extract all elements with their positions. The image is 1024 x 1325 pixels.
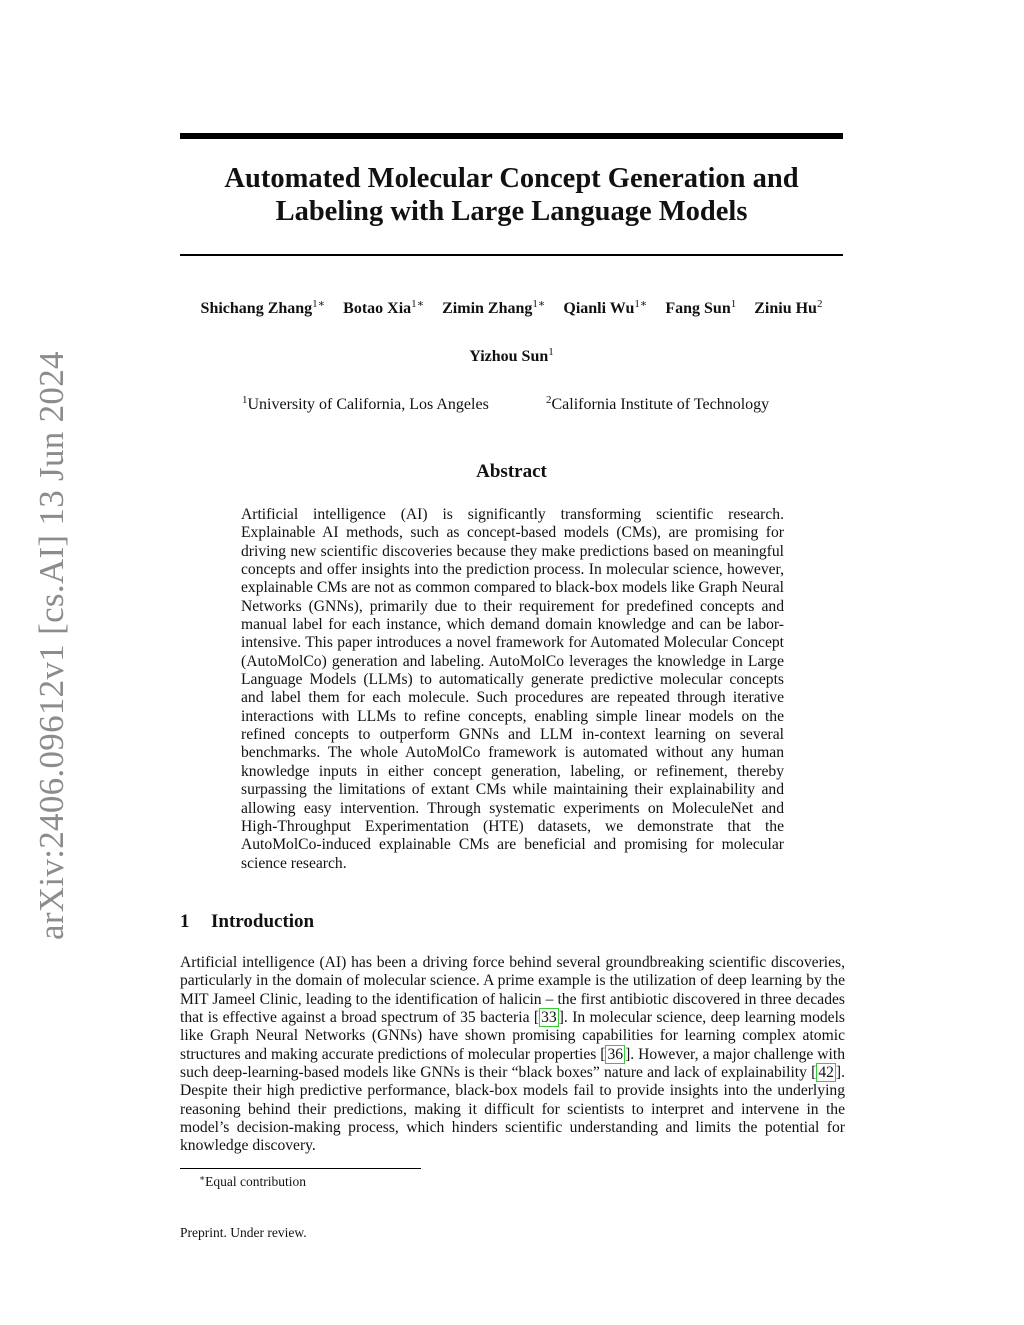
intro-text: ]. In molecular science, deep learning models like Graph Neural Networks (GNNs) have shown promising capabilities for learning complex atomic structures and making accurate predictions of molecular properties [ bbox=[180, 1009, 846, 1063]
affiliation-mark: 2 bbox=[546, 394, 552, 406]
author-affiliation-mark: 2 bbox=[816, 298, 823, 310]
intro-text: Artificial intelligence (AI) has been a driving force behind several groundbreaking scientific discoveries, particularly in the domain of molecular science. A prime example is the utilization of deep learning by the MIT Jameel Clinic, leading to the identification of halicin – the first antibiotic discovered in three decades that is effective against a broad spectrum of 35 bacteria [ bbox=[180, 954, 845, 1027]
title-rule-top bbox=[180, 133, 843, 139]
affiliation-caltech bbox=[546, 394, 769, 416]
author-list bbox=[180, 298, 843, 320]
section-number: 1 bbox=[180, 911, 190, 932]
section-heading-introduction bbox=[180, 910, 314, 934]
arxiv-side-stamp: arXiv:2406.09612v1 [cs.AI] 13 Jun 2024 bbox=[32, 351, 71, 940]
affiliation-name: California Institute of Technology bbox=[551, 396, 770, 413]
abstract-text: Artificial intelligence (AI) is significantly transforming scientific research. Explainable AI methods, such as concept-based models (CMs), are promising for driving new scientific discoveries because they make predictions based on meaningful concepts and offer insights into the prediction process. In molecular science, however, explainable CMs are not as common compared to black-box models like Graph Neural Networks (GNNs), primarily due to their requirement for predefined concepts and manual label for each instance, which demand domain knowledge and can be labor-intensive. This paper introduces a novel framework for Automated Molecular Concept (AutoMolCo) generation and labeling. AutoMolCo leverages the knowledge in Large Language Models (LLMs) to automatically generate predictive molecular concepts and label them for each molecule. Such procedures are repeated through iterative interactions with LLMs to refine concepts, enabling simple linear models on the refined concepts to outperform GNNs and LLM in-context learning on several benchmarks. The whole AutoMolCo framework is automated without any human knowledge inputs in either concept generation, labeling, or refinement, thereby surpassing the limitations of extant CMs while maintaining their explainability and allowing easy intervention. Through systematic experiments on MoleculeNet and High-Throughput Experimentation (HTE) datasets, we demonstrate that the AutoMolCo-induced explainable CMs are beneficial and promising for molecular science research. bbox=[241, 506, 784, 872]
title-line-1: Automated Molecular Concept Generation and bbox=[224, 163, 799, 194]
affiliation-mark: 1 bbox=[242, 394, 248, 406]
preprint-note: Preprint. Under review. bbox=[180, 1225, 307, 1240]
author-affiliation-mark: 1 bbox=[548, 346, 554, 358]
author bbox=[442, 300, 545, 317]
affiliation-name: University of California, Los Angeles bbox=[247, 396, 489, 413]
author-name: Zimin Zhang bbox=[442, 300, 533, 317]
author-affiliation-mark: 1∗ bbox=[532, 298, 546, 310]
intro-text: ]. However, a major challenge with such deep-learning-based models like GNNs is their “black boxes” nature and lack of explainability [ bbox=[180, 1045, 845, 1082]
citation-link[interactable]: 33 bbox=[541, 1009, 557, 1027]
author-name: Botao Xia bbox=[343, 300, 412, 317]
author bbox=[201, 300, 326, 317]
footnote bbox=[199, 1173, 306, 1191]
author-affiliation-mark: 1∗ bbox=[411, 298, 425, 310]
affiliation-ucla bbox=[242, 394, 489, 416]
section-title: Introduction bbox=[211, 911, 315, 932]
author-name: Fang Sun bbox=[665, 300, 731, 317]
author bbox=[665, 300, 736, 317]
author-affiliation-mark: 1 bbox=[730, 298, 737, 310]
footnote-mark: ∗ bbox=[199, 1173, 206, 1183]
abstract-heading: Abstract bbox=[476, 461, 547, 482]
footnote-text: Equal contribution bbox=[205, 1174, 306, 1189]
intro-text: ]. Despite their high predictive performance, black-box models fail to provide insights into the underlying reasoning behind their predictions, making it difficult for scientists to interpret and intervene in the model’s decision-making process, which hinders scientific understanding and limits the potential for knowledge discovery. bbox=[180, 1064, 845, 1155]
author-affiliation-mark: 1∗ bbox=[634, 298, 648, 310]
author-name: Yizhou Sun bbox=[469, 348, 549, 365]
author-list-line-2 bbox=[180, 346, 843, 368]
author bbox=[754, 300, 822, 317]
citation-link[interactable]: 42 bbox=[818, 1064, 834, 1082]
paper-title bbox=[180, 162, 843, 228]
author bbox=[563, 300, 647, 317]
author bbox=[343, 300, 424, 317]
author-name: Shichang Zhang bbox=[200, 300, 313, 317]
introduction-paragraph bbox=[180, 954, 845, 1156]
footnote-rule bbox=[180, 1168, 421, 1169]
citation-link[interactable]: 36 bbox=[607, 1045, 624, 1063]
author-affiliation-mark: 1∗ bbox=[312, 298, 326, 310]
author-name: Ziniu Hu bbox=[754, 300, 817, 317]
author-name: Qianli Wu bbox=[563, 300, 635, 317]
title-line-2: Labeling with Large Language Models bbox=[275, 196, 748, 227]
title-rule-bottom bbox=[180, 254, 843, 256]
